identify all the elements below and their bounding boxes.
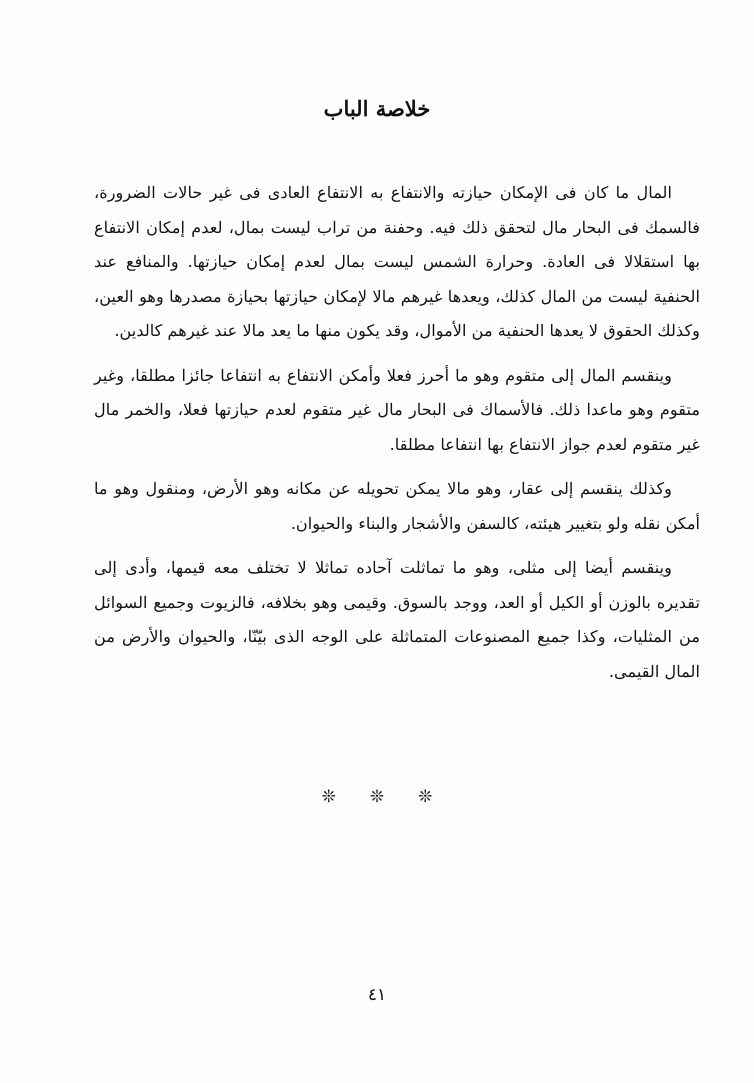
chapter-summary-title: خلاصة الباب — [323, 96, 431, 121]
paragraph-valued-and-unvalued: وينقسم المال إلى متقوم وهو ما أحرز فعلا وأمكن الانتفاع به انتفاعا جائزا مطلقا، وغير متقوم وهو ماعدا ذلك. فالأسماك فى البحار مال غير متقوم لعدم حيازتها فعلا، والخمر مال غير متقوم لعدم جواز الانتفاع بها انتفاعا مطلقا. — [94, 365, 700, 454]
paragraph-definition-of-property: المال ما كان فى الإمكان حيازته والانتفاع به الانتفاع العادى فى غير حالات الضرورة، فالسمك فى البحار مال لتحقق ذلك فيه. وحفنة من تراب ليست بمال، لعدم إمكان الانتفاع بها استقلالا فى العادة. وحرارة الشمس ليست بمال لعدم إمكان حيازتها. والمنافع عند الحنفية ليست من المال كذلك، ويعدها غيرهم مالا لإمكان حيازتها بحيازة مصدرها وهو العين، وكذلك الحقوق لا يعدها الحنفية من الأموال، وقد يكون منها ما يعد مالا عند غيرهم كالدين. — [94, 183, 700, 340]
paragraph-fungible-and-nonfungible: وينقسم أيضا إلى مثلى، وهو ما تماثلت آحاده تماثلا لا تختلف معه قيمها، وأدى إلى تقديره بالوزن أو الكيل أو العد، ووجد بالسوق. وقيمى وهو بخلافه، فالزيوت وجميع السوائل من المثليات، وكذا جميع المصنوعات المتماثلة على الوجه الذى بيّنّا، والحيوان والأرض من المال القيمى. — [94, 558, 700, 681]
asterism-ornament-icon: ❊ — [418, 787, 433, 807]
asterism-ornament-icon: ❊ — [321, 787, 336, 807]
asterism-ornament-icon: ❊ — [369, 787, 385, 807]
section-divider — [0, 787, 754, 807]
body-text — [94, 176, 700, 689]
page-number: ٤١ — [367, 985, 387, 1005]
paragraph-real-and-movable: وكذلك ينقسم إلى عقار، وهو مالا يمكن تحويله عن مكانه وهو الأرض، ومنقول وهو ما أمكن نقله ولو بتغيير هيئته، كالسفن والأشجار والبناء والحيوان. — [94, 479, 700, 533]
